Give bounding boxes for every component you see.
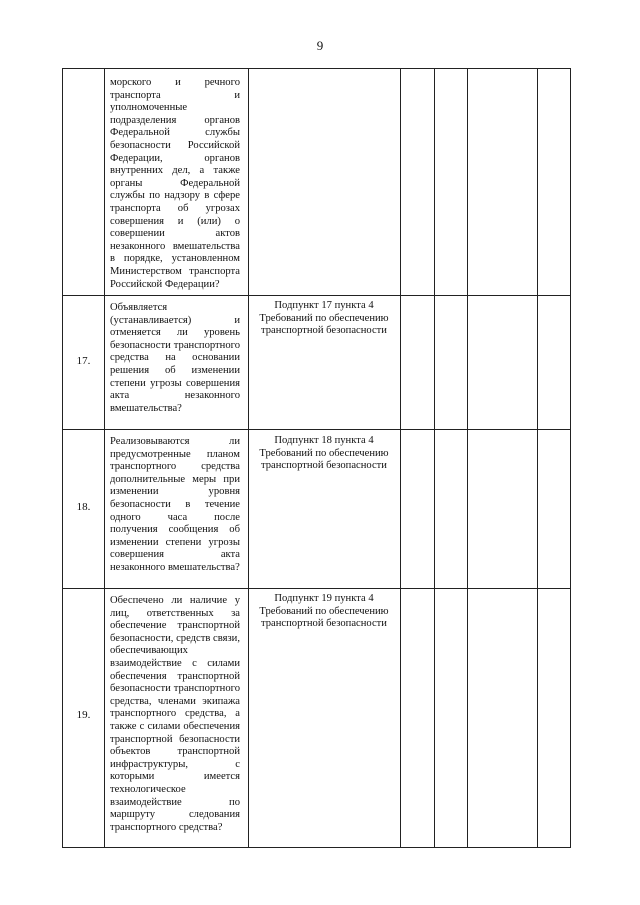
requirement-reference: Подпункт 18 пункта 4 Требований по обеспечению транспортной безопасности <box>259 435 389 472</box>
row-divider <box>62 588 571 589</box>
column-divider <box>434 68 435 848</box>
column-divider <box>104 68 105 848</box>
checklist-table <box>62 68 571 848</box>
requirement-reference: Подпункт 19 пункта 4 Требований по обеспечению транспортной безопасности <box>259 593 389 630</box>
column-divider <box>467 68 468 848</box>
row-number: 17. <box>76 355 91 367</box>
row-divider <box>62 429 571 430</box>
requirement-reference: Подпункт 17 пункта 4 Требований по обеспечению транспортной безопасности <box>259 300 389 337</box>
page-number: 9 <box>316 38 324 53</box>
question-text: Объявляется (устанавливается) и отменяется ли уровень безопасности транспортного средства на основании решения об изменении степени угрозы совершения акта незаконного вмешательства? <box>110 302 240 414</box>
row-number: 19. <box>76 709 91 721</box>
question-text: Обеспечено ли наличие у лиц, ответственных за обеспечение транспортной безопасности, средств связи, обеспечивающих взаимодействие с силами обеспечения транспортной безопасности транспортного средства, членами экипажа транспортного средства, а также с силами обеспечения транспортной безопасности объектов транспортной инфраструктуры, с которыми имеется технологическое взаимодействие по маршруту следования транспортного средства? <box>110 595 240 833</box>
question-text: морского и речного транспорта и уполномоченные подразделения органов Федеральной службы безопасности Российской Федерации, органов внутренних дел, а также органы Федеральной службы по надзору в сфере транспорта об угрозах совершения и (или) о совершении актов незаконного вмешательства в порядке, установленном Министерством транспорта Российской Федерации? <box>110 77 240 290</box>
row-number: 18. <box>76 501 91 513</box>
table-border-bottom <box>62 847 571 848</box>
table-border-top <box>62 68 571 69</box>
column-divider <box>400 68 401 848</box>
column-divider <box>248 68 249 848</box>
table-border-right <box>570 68 571 848</box>
column-divider <box>537 68 538 848</box>
row-divider <box>62 295 571 296</box>
question-text: Реализовываются ли предусмотренные планом транспортного средства дополнительные меры при изменении уровня безопасности в течение одного часа после получения сообщения об изменении степени угрозы совершения акта незаконного вмешательства? <box>110 436 240 573</box>
table-border-left <box>62 68 63 848</box>
